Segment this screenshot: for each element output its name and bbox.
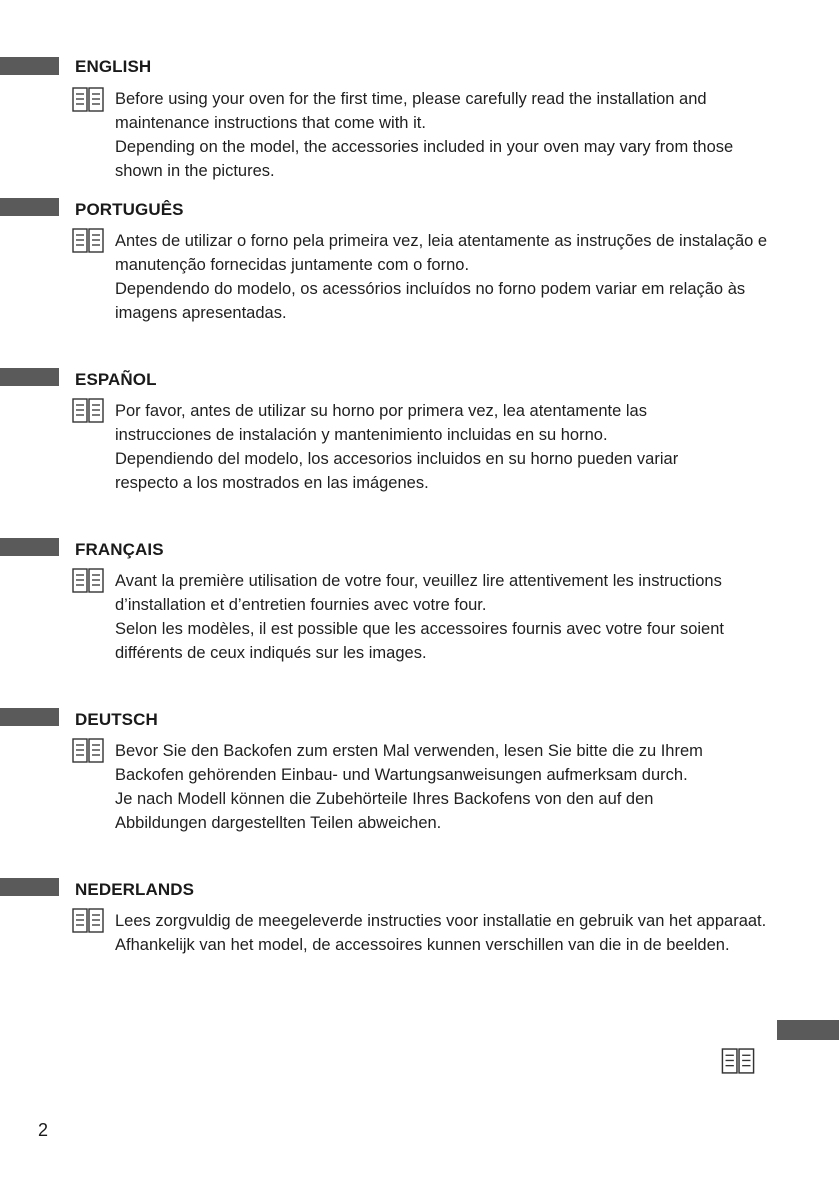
open-book-icon xyxy=(721,1048,755,1075)
open-book-icon xyxy=(72,738,104,764)
open-book-icon xyxy=(72,228,104,254)
section-text-english xyxy=(115,87,785,183)
section-tab xyxy=(0,708,59,726)
open-book-icon xyxy=(72,568,104,594)
section-tab xyxy=(0,368,59,386)
open-book-icon xyxy=(72,398,104,424)
open-book-icon xyxy=(72,87,104,113)
section-tab xyxy=(0,198,59,216)
section-heading-english: ENGLISH xyxy=(75,57,152,76)
paragraph: Before using your oven for the first time, please carefully read the installation and maintenance instructions that come with it. xyxy=(115,90,707,132)
section-heading-deutsch: DEUTSCH xyxy=(75,710,158,729)
paragraph: Avant la première utilisation de votre four, veuillez lire attentivement les instructions d’installation et d’entretien fournies avec votre four. xyxy=(115,572,722,614)
section-heading-nederlands: NEDERLANDS xyxy=(75,880,195,899)
edge-tab xyxy=(777,1020,839,1040)
paragraph: Depending on the model, the accessories included in your oven may vary from those shown in the pictures. xyxy=(115,138,734,180)
section-heading-francais: FRANÇAIS xyxy=(75,540,164,559)
open-book-icon xyxy=(72,908,104,934)
section-text-deutsch xyxy=(115,739,745,835)
paragraph: Antes de utilizar o forno pela primeira vez, leia atentamente as instruções de instalação e manutenção fornecidas juntamente com o forno. xyxy=(115,232,768,274)
section-heading-portugues: PORTUGUÊS xyxy=(75,200,184,219)
paragraph: Selon les modèles, il est possible que les accessoires fournis avec votre four soient différents de ceux indiqués sur les images. xyxy=(115,620,724,662)
page-number: 2 xyxy=(38,1120,49,1140)
section-tab xyxy=(0,538,59,556)
section-text-francais xyxy=(115,569,770,665)
section-text-nederlands xyxy=(115,909,780,957)
paragraph: Lees zorgvuldig de meegeleverde instructies voor installatie en gebruik van het apparaat. xyxy=(115,912,767,930)
section-tab xyxy=(0,878,59,896)
section-tab xyxy=(0,57,59,75)
paragraph: Dependendo do modelo, os acessórios incluídos no forno podem variar em relação às imagens apresentadas. xyxy=(115,280,746,322)
section-text-espanol xyxy=(115,399,715,495)
paragraph: Por favor, antes de utilizar su horno por primera vez, lea atentamente las instrucciones de instalación y mantenimiento incluidas en su horno. xyxy=(115,402,647,444)
paragraph: Je nach Modell können die Zubehörteile Ihres Backofens von den auf den Abbildungen dargestellten Teilen abweichen. xyxy=(115,790,654,832)
paragraph: Bevor Sie den Backofen zum ersten Mal verwenden, lesen Sie bitte die zu Ihrem Backofen gehörenden Einbau- und Wartungsanweisungen aufmerksam durch. xyxy=(115,742,703,784)
paragraph: Afhankelijk van het model, de accessoires kunnen verschillen van die in de beelden. xyxy=(115,936,730,954)
section-text-portugues xyxy=(115,229,775,325)
paragraph: Dependiendo del modelo, los accesorios incluidos en su horno pueden variar respecto a los mostrados en las imágenes. xyxy=(115,450,679,492)
section-heading-espanol: ESPAÑOL xyxy=(75,370,157,389)
